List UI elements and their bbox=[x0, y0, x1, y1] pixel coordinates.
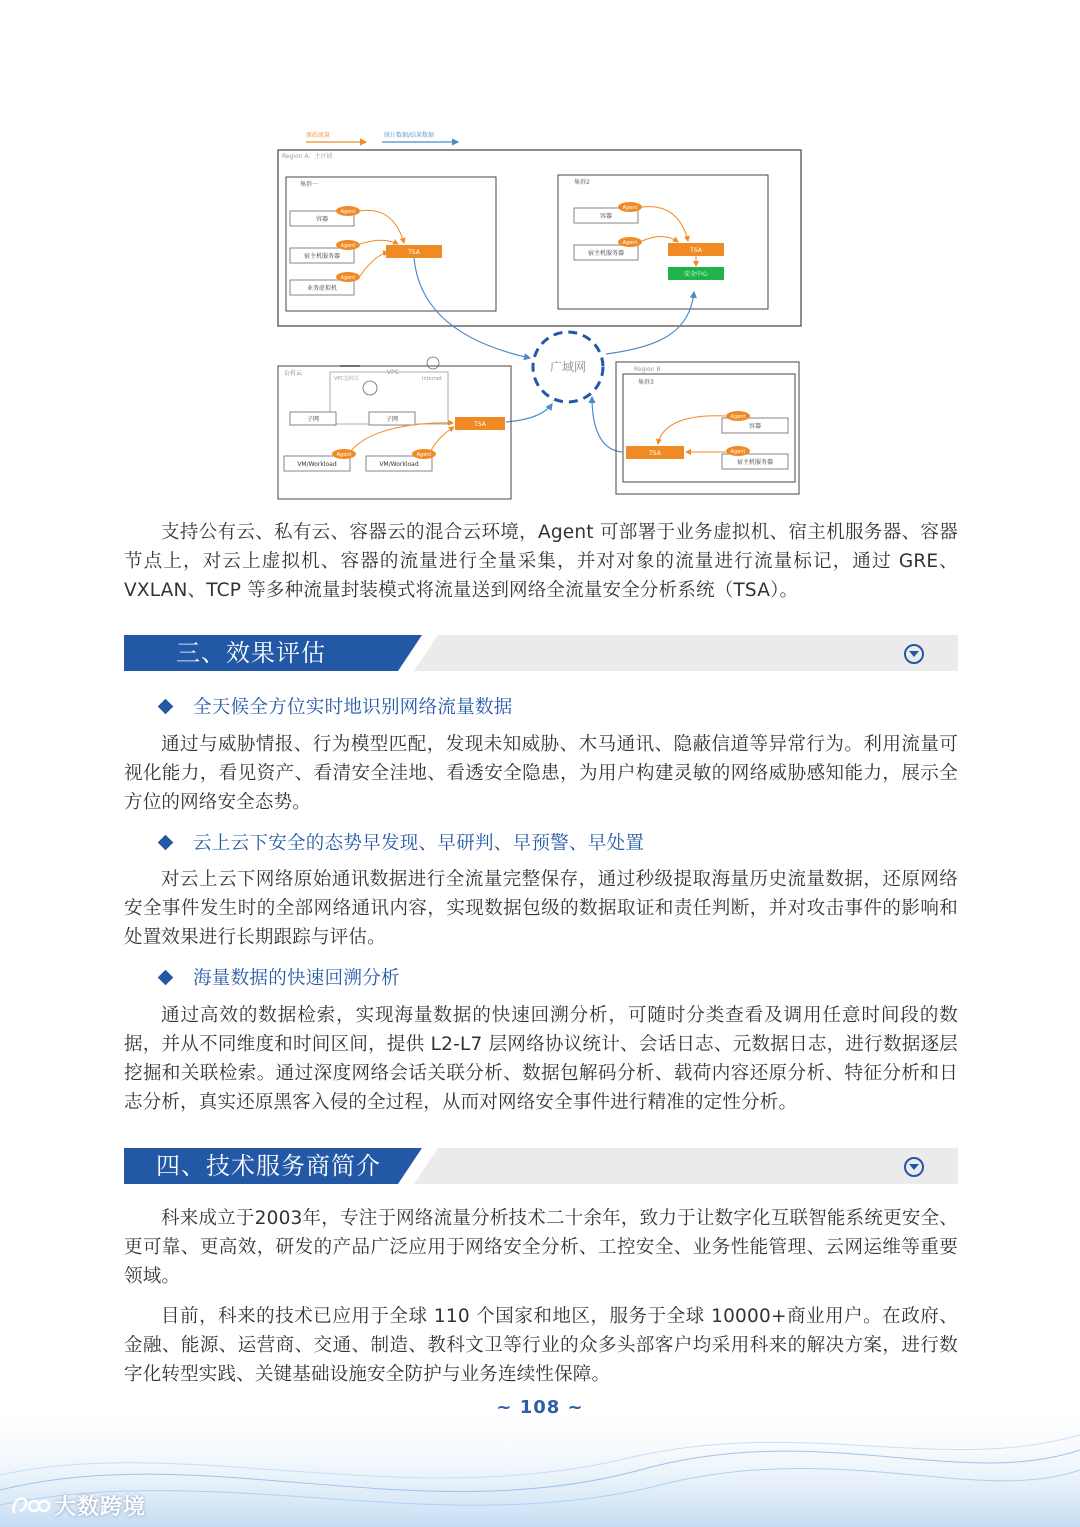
section-header-vendor bbox=[124, 1148, 958, 1184]
cluster3-label: 集群3 bbox=[638, 379, 654, 386]
architecture-diagram bbox=[270, 122, 815, 507]
public-cloud-label: 公有云 bbox=[284, 370, 303, 377]
pc-agent-1-label: Agent bbox=[336, 452, 352, 458]
c2-host-label: 宿主机服务器 bbox=[587, 250, 625, 257]
c1-tsa-label: TSA bbox=[408, 249, 420, 256]
subnet-2-label: 子网 bbox=[385, 416, 399, 423]
bullet-heading-text: 全天候全方位实时地识别网络流量数据 bbox=[193, 697, 513, 718]
watermark bbox=[10, 1490, 146, 1521]
cluster2-label: 集群2 bbox=[574, 179, 590, 186]
bullet-heading-1 bbox=[160, 692, 513, 720]
eval-paragraph-2: 对云上云下网络原始通讯数据进行全流量完整保存，通过秒级提取海量历史流量数据，还原网络安全事件发生时的全部网络通讯内容，实现数据包级的数据取证和责任判断，并对攻击事件的影响和处置效果进行长期跟踪与评估。 bbox=[124, 869, 958, 948]
subnet-1-label: 子网 bbox=[306, 416, 320, 423]
section-title: 四、技术服务商简介 bbox=[156, 1152, 381, 1180]
c1-host-label: 宿主机服务器 bbox=[303, 253, 341, 260]
bullet-heading-text: 海量数据的快速回溯分析 bbox=[193, 968, 400, 989]
c1-agent-3-label: Agent bbox=[340, 275, 356, 281]
watermark-text: 大数跨境 bbox=[54, 1495, 147, 1520]
pc-agent-2-label: Agent bbox=[416, 452, 432, 458]
diamond-bullet-icon bbox=[158, 969, 174, 985]
c3-agent-1-label: Agent bbox=[730, 414, 746, 420]
eval-paragraph-3: 通过高效的数据检索，实现海量数据的快速回溯分析，可随时分类查看及调用任意时间段的数据，并从不同维度和时间区间，提供 L2-L7 层网络协议统计、会话日志、元数据日志，进行数据逐层挖掘和关联检索。通过深度网络会话关联分析、数据包解码分析、载荷内容还原分析、特征分析和日志分析，真实还原黑客入侵的全过程，从而对网络安全事件进行精准的定性分析。 bbox=[124, 1005, 958, 1113]
c2-agent-2-label: Agent bbox=[622, 240, 638, 246]
public-cloud-box bbox=[278, 366, 511, 499]
diamond-bullet-icon bbox=[158, 834, 174, 850]
c2-flow-1 bbox=[642, 207, 688, 241]
legend-stats-label: 统计数据/结果数据 bbox=[384, 132, 435, 139]
c1-vm-label: 业务虚拟机 bbox=[306, 285, 338, 292]
c1-flow-3 bbox=[360, 252, 388, 276]
region-b-label: Region B bbox=[634, 366, 661, 373]
wan-label: 广域网 bbox=[549, 360, 587, 374]
chevron-down-icon[interactable] bbox=[904, 644, 924, 664]
c3-container-label: 容器 bbox=[748, 423, 762, 430]
c2-flow-2 bbox=[642, 237, 678, 242]
wan-link-c1 bbox=[414, 258, 530, 358]
internet-label: Internet bbox=[422, 376, 442, 382]
c1-agent-1-label: Agent bbox=[340, 209, 356, 215]
vm-workload-2-label: VM/Workload bbox=[379, 461, 419, 468]
vendor-paragraph-1: 科来成立于2003年，专注于网络流量分析技术二十余年，致力于让数字化互联智能系统更安全、更可靠、更高效，研发的产品广泛应用于网络安全分析、工控安全、业务性能管理、云网运维等重要领域。 bbox=[124, 1208, 958, 1287]
architecture-diagram-svg bbox=[270, 122, 815, 507]
c3-flow-1 bbox=[658, 416, 726, 444]
vm-workload-1-label: VM/Workload bbox=[297, 461, 337, 468]
legend-raw-label: 原始流量 bbox=[306, 132, 331, 139]
c3-host-label: 宿主机服务器 bbox=[736, 459, 774, 466]
c2-container-label: 容器 bbox=[599, 213, 613, 220]
c1-agent-2-label: Agent bbox=[340, 243, 356, 249]
wan-link-public bbox=[506, 404, 552, 422]
c1-container-label: 容器 bbox=[315, 216, 329, 223]
c2-tsa-label: TSA bbox=[690, 247, 702, 254]
bullet-heading-text: 云上云下安全的态势早发现、早研判、早预警、早处置 bbox=[193, 833, 645, 854]
section-header-evaluation bbox=[124, 635, 958, 671]
pc-flow-2 bbox=[430, 427, 454, 452]
region-a-box bbox=[278, 150, 801, 326]
pc-flow-1 bbox=[350, 423, 453, 452]
c1-flow-1 bbox=[360, 210, 404, 243]
c3-tsa-label: TSA bbox=[649, 450, 661, 457]
security-center-label: 安全中心 bbox=[683, 271, 709, 278]
chevron-down-icon[interactable] bbox=[904, 1157, 924, 1177]
wan-link-c2 bbox=[606, 292, 694, 354]
internet-icon bbox=[427, 357, 439, 369]
eval-paragraph-1: 通过与威胁情报、行为模型匹配，发现未知威胁、木马通讯、隐蔽信道等异常行为。利用流量可视化能力，看见资产、看清安全洼地、看透安全隐患，为用户构建灵敏的网络威胁感知能力，展示全方位的网络安全态势。 bbox=[124, 734, 958, 813]
bullet-heading-3 bbox=[160, 963, 400, 991]
wan-link-region-b bbox=[592, 397, 622, 452]
intro-paragraph: 支持公有云、私有云、容器云的混合云环境，Agent 可部署于业务虚拟机、宿主机服务器、容器节点上，对云上虚拟机、容器的流量进行全量采集，并对对象的流量进行流量标记，通过 GRE、VXLAN、TCP 等多种流量封装模式将流量送到网络全流量安全分析系统（TSA）。 bbox=[124, 522, 958, 601]
cluster1-label: 集群一 bbox=[300, 181, 319, 188]
vpc-label: VPC bbox=[387, 369, 399, 376]
c3-agent-2-label: Agent bbox=[730, 449, 746, 455]
bullet-heading-2 bbox=[160, 828, 644, 856]
region-a-label: Region A：主区域 bbox=[282, 153, 333, 160]
diamond-bullet-icon bbox=[158, 698, 174, 714]
vpc-gw-label: VPC边网关 bbox=[334, 376, 359, 382]
router-icon bbox=[363, 381, 377, 395]
vendor-paragraph-2: 目前，科来的技术已应用于全球 110 个国家和地区，服务于全球 10000+商业用户。在政府、金融、能源、运营商、交通、制造、教科文卫等行业的众多头部客户均采用科来的解决方案，进行数字化转型实践、关键基础设施安全防护与业务连续性保障。 bbox=[124, 1306, 958, 1385]
cluster2-box bbox=[558, 175, 768, 309]
section-title: 三、效果评估 bbox=[176, 639, 326, 667]
pc-tsa-label: TSA bbox=[474, 421, 486, 428]
page-number: ~ 108 ~ bbox=[496, 1397, 584, 1418]
c1-flow-2 bbox=[360, 240, 398, 244]
watermark-logo-icon bbox=[10, 1493, 50, 1519]
c2-agent-1-label: Agent bbox=[622, 205, 638, 211]
